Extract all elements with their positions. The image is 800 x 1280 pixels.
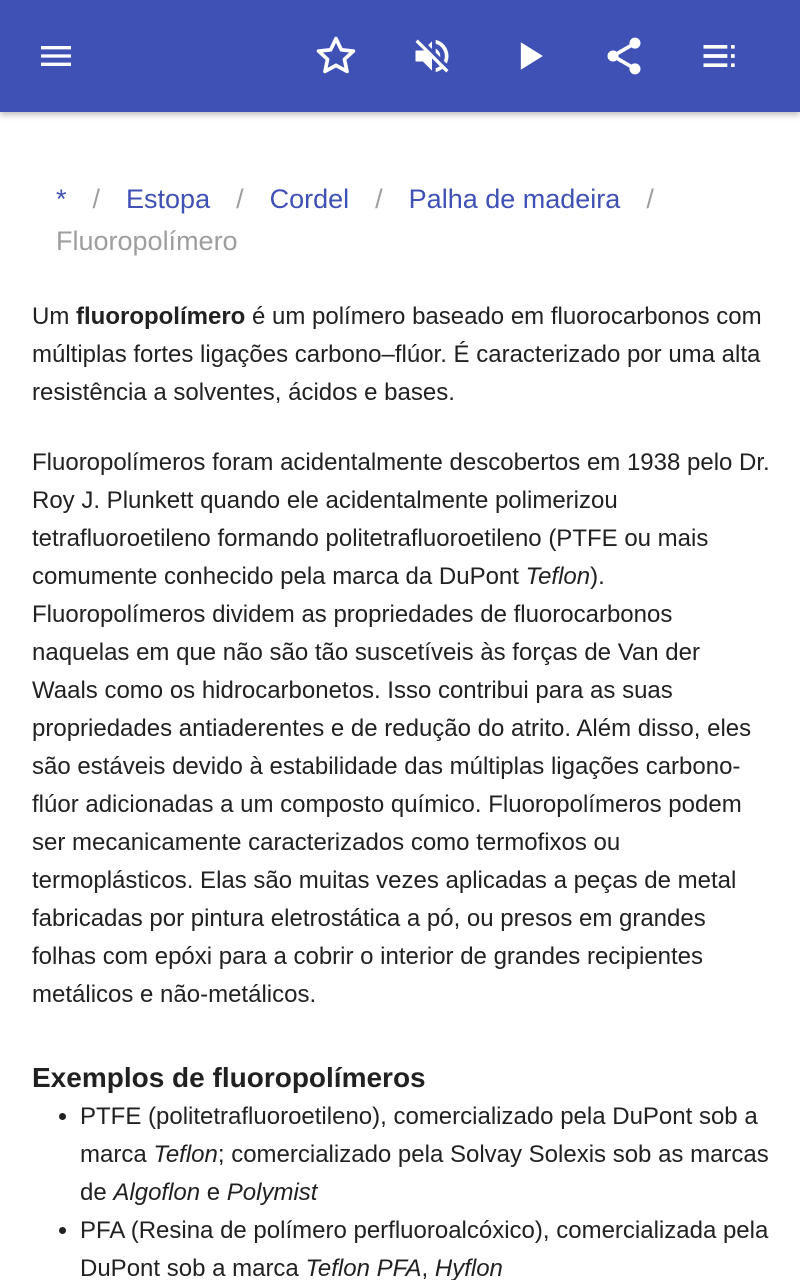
intro-term: fluoropolímero	[76, 303, 246, 330]
list-item-text: PFA (Resina de polímero perfluoroalcóxico), comercializada pela DuPont sob a marca	[80, 1217, 769, 1280]
table-of-contents-button[interactable]	[688, 24, 752, 88]
volume-off-icon	[410, 34, 454, 78]
breadcrumb-separator: /	[92, 184, 101, 214]
list-item-brand: Hyflon	[434, 1255, 503, 1280]
examples-list	[32, 1098, 772, 1280]
share-icon	[602, 34, 646, 78]
breadcrumb-separator: /	[375, 184, 383, 214]
list-item-text: e	[200, 1179, 227, 1206]
menu-button[interactable]	[24, 24, 88, 88]
app-toolbar	[0, 0, 800, 112]
favorite-button[interactable]	[304, 24, 368, 88]
list-item-brand: Teflon PFA	[305, 1255, 422, 1280]
breadcrumb-separator: /	[646, 184, 654, 214]
article-content	[0, 112, 800, 1280]
play-button[interactable]	[498, 24, 562, 88]
intro-prefix: Um	[32, 303, 76, 330]
intro-suffix: é um polímero baseado em fluorocarbonos com múltiplas fortes ligações carbono–flúor. É caracterizado por uma alta resistência a solventes, ácidos e bases.	[32, 303, 762, 406]
list-item-text: ,	[421, 1255, 435, 1280]
list-icon	[698, 34, 742, 78]
play-icon	[508, 34, 552, 78]
menu-icon	[36, 36, 76, 76]
breadcrumb-link-home[interactable]: *	[56, 184, 67, 214]
star-outline-icon	[314, 34, 358, 78]
examples-heading: Exemplos de fluoropolímeros	[32, 1062, 426, 1093]
list-item	[80, 1098, 772, 1212]
list-item-brand: Polymist	[226, 1179, 318, 1206]
history-part1: Fluoropolímeros foram acidentalmente descobertos em 1938 pelo Dr. Roy J. Plunkett quando ele acidentalmente polimerizou tetrafluoroetileno formando politetrafluoroetileno (PTFE ou mais comumente conhecido pela marca da DuPont	[32, 449, 770, 590]
breadcrumb-link-cordel[interactable]: Cordel	[269, 184, 350, 214]
mute-button[interactable]	[400, 24, 464, 88]
list-item-text: PTFE (politetrafluoroetileno), comercializado pela DuPont sob a marca	[80, 1103, 758, 1168]
intro-paragraph	[32, 298, 772, 412]
breadcrumb-current: Fluoropolímero	[56, 226, 238, 256]
history-part2: ). Fluoropolímeros dividem as propriedades de fluorocarbonos naquelas em que não são tão suscetíveis às forças de Van der Waals como os hidrocarbonetos. Isso contribui para as suas propriedades antiaderentes e de redução do atrito. Além disso, eles são estáveis devido à estabilidade das múltiplas ligações carbono-flúor adicionadas a um composto químico. Fluoropolímeros podem ser mecanicamente caracterizados como termofixos ou termoplásticos. Elas são muitas vezes aplicadas a peças de metal fabricadas por pintura eletrostática a pó, ou presos em grandes folhas com epóxi para a cobrir o interior de grandes recipientes metálicos e não-metálicos.	[32, 563, 752, 1008]
breadcrumb-link-palha-de-madeira[interactable]: Palha de madeira	[408, 184, 621, 214]
share-button[interactable]	[592, 24, 656, 88]
breadcrumb-link-estopa[interactable]: Estopa	[126, 184, 211, 214]
article-body	[32, 298, 772, 1280]
list-item-brand: Teflon	[153, 1141, 218, 1168]
list-item-brand: Algoflon	[113, 1179, 201, 1206]
breadcrumb-separator: /	[236, 184, 244, 214]
history-paragraph	[32, 444, 772, 1014]
list-item-text: ; comercializado pela Solvay Solexis sob as marcas de	[80, 1141, 769, 1206]
history-brand: Teflon	[525, 563, 591, 590]
breadcrumb	[56, 178, 756, 262]
list-item	[80, 1212, 772, 1280]
